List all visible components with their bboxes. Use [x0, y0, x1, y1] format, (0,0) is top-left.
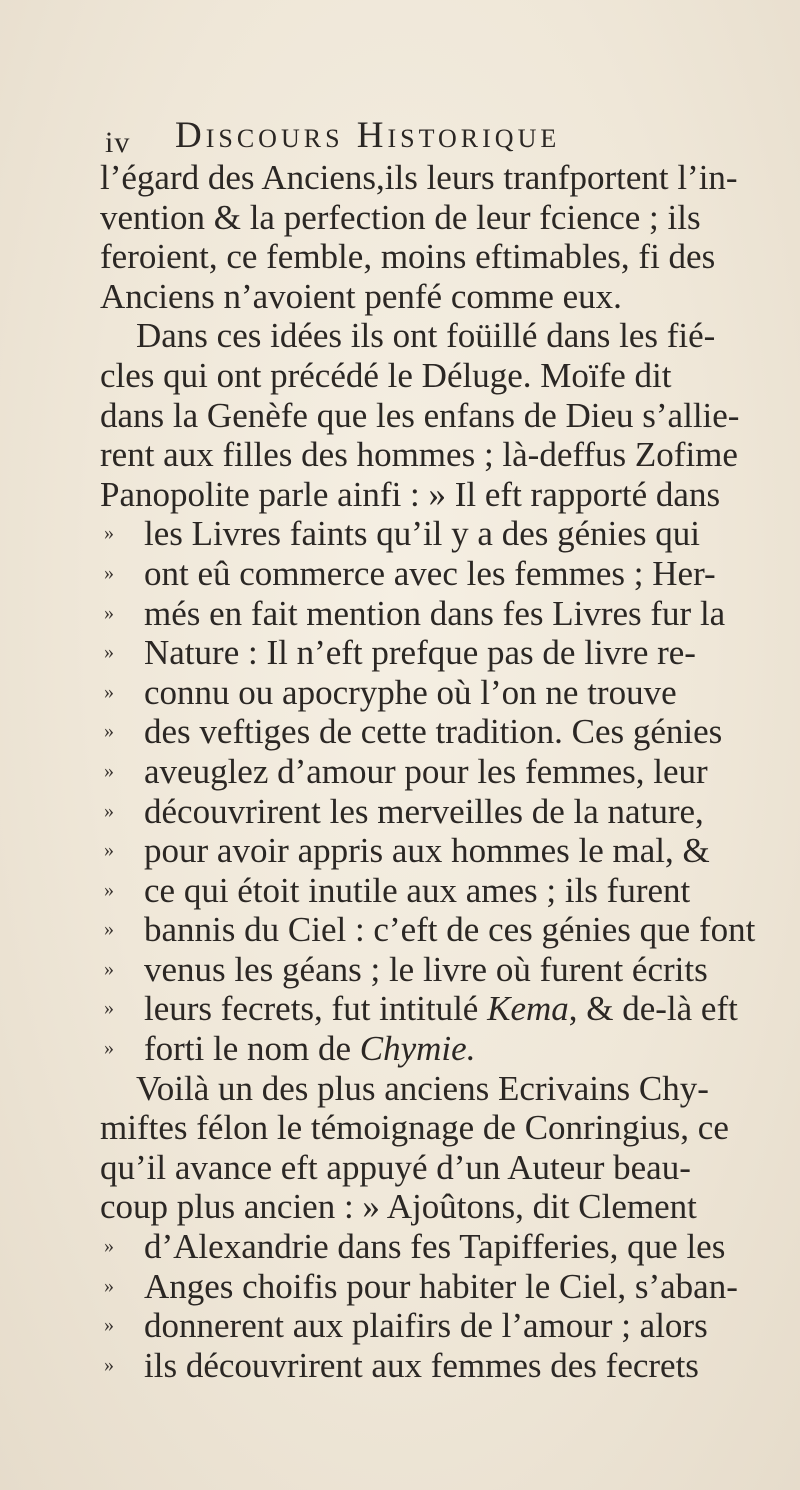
line-main-text: ils découvrirent aux femmes des fecrets: [144, 1345, 699, 1385]
line-text: [100, 633, 696, 672]
line-text: [100, 792, 704, 831]
line-main-text: connu ou apocryphe où l’on ne trouve: [144, 672, 677, 712]
line-text: [100, 712, 722, 751]
line-main-text: Anciens n’avoient penfé comme eux.: [100, 276, 622, 316]
line-text: [100, 871, 690, 910]
text-line: [100, 1187, 795, 1227]
line-text: [100, 435, 738, 474]
line-text: [100, 1069, 709, 1108]
text-line: [100, 435, 795, 475]
line-main-text: pour avoir appris aux hommes le mal, &: [144, 831, 710, 871]
line-main-text: Voilà un des plus anciens Ecrivains Chy-: [136, 1068, 709, 1108]
text-line: [100, 1267, 795, 1307]
quote-mark: »: [104, 878, 114, 901]
line-text: [100, 950, 708, 989]
line-text: [100, 356, 671, 395]
line-main-text: dans la Genèfe que les enfans de Dieu s’allie-: [100, 395, 740, 435]
line-main-text: ce qui étoit inutile aux ames ; ils furent: [144, 870, 691, 910]
line-text: [100, 594, 725, 633]
line-main-text: ont eû commerce avec les femmes ; Her-: [144, 553, 716, 593]
line-main-text: découvrirent les merveilles de la nature,: [144, 791, 704, 831]
text-line: [100, 1306, 795, 1346]
line-text: [100, 1227, 725, 1266]
quote-mark: »: [104, 522, 114, 545]
line-main-text: cles qui ont précédé le Déluge. Moïfe dit: [100, 355, 672, 395]
text-line: [100, 673, 795, 713]
line-main-text: les Livres faints qu’il y a des génies qui: [144, 514, 700, 554]
quote-mark: »: [104, 799, 114, 822]
line-main-text: rent aux filles des hommes ; là-deffus Zofime: [100, 435, 738, 475]
text-line: [100, 1148, 795, 1188]
line-main-text: miftes félon le témoignage de Conringius, ce: [100, 1108, 729, 1148]
quote-mark: »: [104, 720, 114, 743]
quote-mark: »: [104, 601, 114, 624]
line-after-text: , & de-là eft: [568, 989, 738, 1029]
line-main-text: coup plus ancien : » Ajoûtons, dit Clement: [100, 1187, 697, 1227]
line-text: [100, 1187, 697, 1226]
quote-mark: »: [104, 1235, 114, 1258]
line-main-text: vention & la perfection de leur fcience ; ils: [100, 197, 701, 237]
line-main-text: Panopolite parle ainfi : » Il eft rapporté dans: [100, 474, 721, 514]
line-text: [100, 396, 739, 435]
text-line: [100, 1069, 795, 1109]
text-line: [100, 910, 795, 950]
text-line: [100, 396, 795, 436]
text-line: [100, 514, 795, 554]
line-text: [100, 1267, 738, 1306]
line-main-text: bannis du Ciel : c’eft de ces génies que font: [144, 910, 756, 950]
line-main-text: l’égard des Anciens,ils leurs tranfportent l’in-: [100, 158, 738, 197]
text-line: [100, 554, 795, 594]
text-line: [100, 1029, 795, 1069]
text-line: [100, 712, 795, 752]
text-line: [100, 1108, 795, 1148]
line-text: [100, 237, 715, 276]
line-text: [100, 198, 701, 237]
line-main-text: Nature : Il n’eft prefque pas de livre re-: [144, 633, 696, 673]
quote-mark: »: [104, 918, 114, 941]
line-text: [100, 316, 715, 355]
quote-mark: »: [104, 759, 114, 782]
quote-mark: »: [104, 680, 114, 703]
text-line: [100, 158, 795, 198]
text-line: [100, 752, 795, 792]
text-line: [100, 792, 795, 832]
text-line: [100, 237, 795, 277]
text-line: [100, 356, 795, 396]
line-text: [100, 1346, 699, 1385]
line-main-text: Anges choifis pour habiter le Ciel, s’aban-: [144, 1266, 738, 1306]
line-main-text: Dans ces idées ils ont foüillé dans les fié-: [136, 316, 716, 356]
quote-mark: »: [104, 997, 114, 1020]
line-text: [100, 1029, 475, 1068]
line-text: [100, 673, 677, 712]
line-text: [100, 554, 716, 593]
body-text: [100, 158, 795, 1385]
line-main-text: des veftiges de cette tradition. Ces génies: [144, 712, 723, 752]
page-header: [105, 112, 725, 160]
line-main-text: venus les géans ; le livre où furent écrits: [144, 949, 708, 989]
quote-mark: »: [104, 1314, 114, 1337]
line-main-text: qu’il avance eft appuyé d’un Auteur beau-: [100, 1147, 691, 1187]
italic-term: Kema: [487, 989, 569, 1029]
quote-mark: »: [104, 839, 114, 862]
line-text: [100, 475, 720, 514]
text-line: [100, 950, 795, 990]
quote-mark: »: [104, 641, 114, 664]
text-line: [100, 633, 795, 673]
line-text: [100, 1306, 708, 1345]
text-line: [100, 475, 795, 515]
line-main-text: feroient, ce femble, moins eftimables, fi des: [100, 237, 716, 277]
text-line: [100, 871, 795, 911]
quote-mark: »: [104, 957, 114, 980]
text-line: [100, 831, 795, 871]
quote-mark: »: [104, 561, 114, 584]
text-line: [100, 1346, 795, 1386]
text-line: [100, 316, 795, 356]
line-main-text: leurs fecrets, fut intitulé: [144, 989, 479, 1029]
running-head: Discours Historique: [175, 115, 561, 156]
line-main-text: donnerent aux plaifirs de l’amour ; alors: [144, 1306, 708, 1346]
line-text: [100, 910, 755, 949]
line-text: [100, 277, 622, 316]
line-text: [100, 989, 738, 1028]
text-line: [100, 1227, 795, 1267]
line-text: [100, 831, 710, 870]
quote-mark: »: [104, 1037, 114, 1060]
italic-term: Chymie.: [359, 1029, 476, 1069]
line-main-text: forti le nom de: [144, 1029, 352, 1069]
line-main-text: més en fait mention dans fes Livres fur la: [144, 593, 726, 633]
quote-mark: »: [104, 1274, 114, 1297]
line-text: [100, 158, 738, 197]
text-line: [100, 594, 795, 634]
text-line: [100, 277, 795, 317]
line-text: [100, 1148, 691, 1187]
line-text: [100, 752, 708, 791]
line-main-text: d’Alexandrie dans fes Tapifferies, que les: [144, 1227, 726, 1267]
text-line: [100, 989, 795, 1029]
line-text: [100, 1108, 729, 1147]
text-line: [100, 198, 795, 238]
quote-mark: »: [104, 1353, 114, 1376]
line-main-text: aveuglez d’amour pour les femmes, leur: [144, 751, 708, 791]
line-text: [100, 514, 700, 553]
page-number: iv: [105, 126, 131, 159]
